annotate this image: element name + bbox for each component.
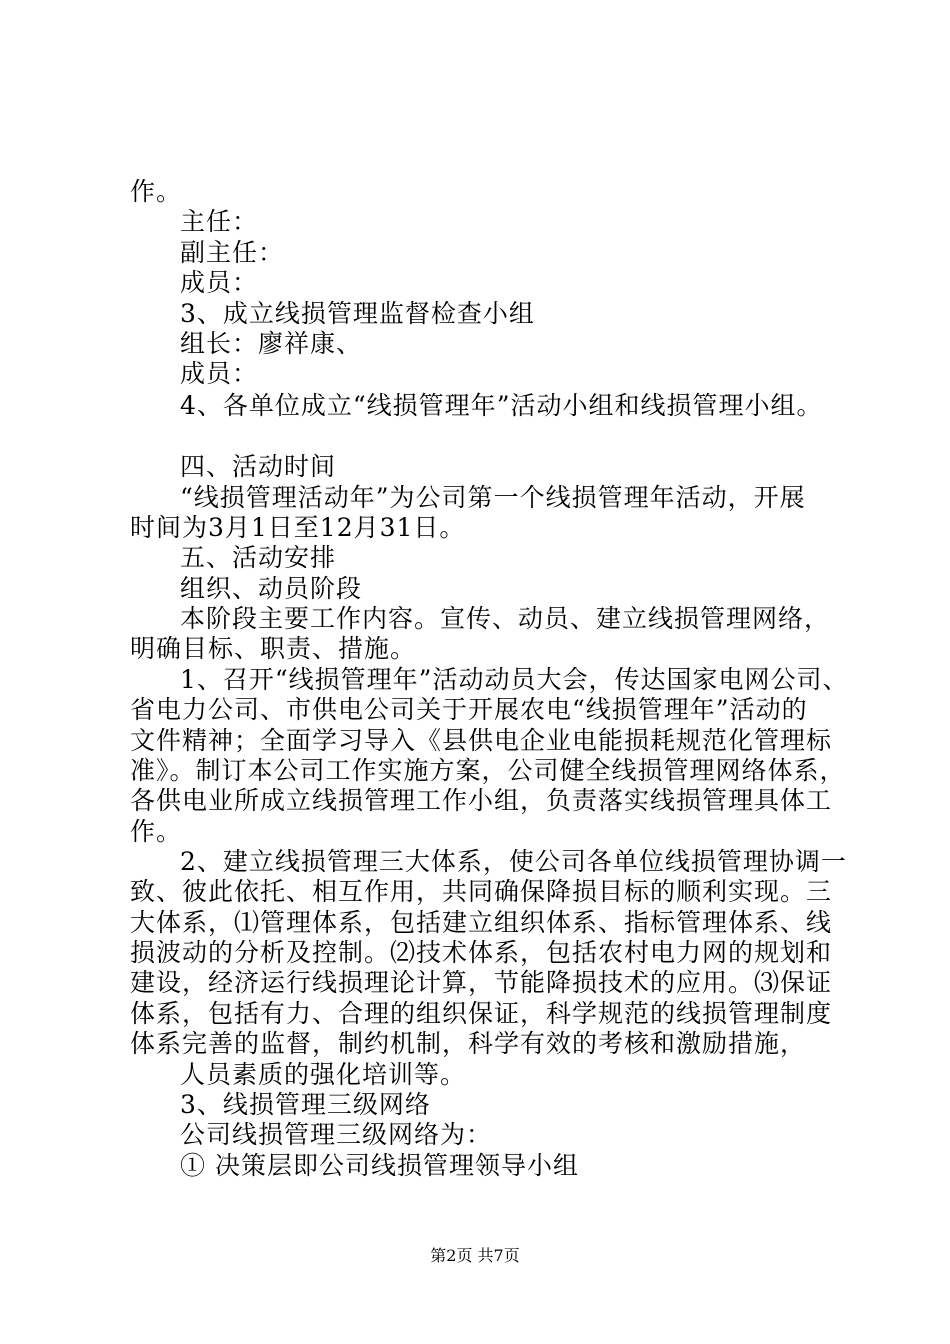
text-line: 各供电业所成立线损管理工作小组，负责落实线损管理具体工 <box>130 786 833 815</box>
text-line: 成员： <box>180 268 259 297</box>
text-line: 作。 <box>130 177 183 206</box>
text-line: 成员： <box>180 359 259 388</box>
text-line: 副主任： <box>180 238 285 267</box>
text-line: 文件精神；全面学习导入《县供电企业电能损耗规范化管理标 <box>130 726 833 755</box>
text-line: 人员素质的强化培训等。 <box>180 1060 467 1089</box>
text-line: 作。 <box>130 817 183 846</box>
text-line: 体系完善的监督，制约机制，科学有效的考核和激励措施， <box>130 1029 807 1058</box>
text-line: 本阶段主要工作内容。宣传、动员、建立线损管理网络， <box>180 604 831 633</box>
text-line: 体系，包括有力、合理的组织保证，科学规范的线损管理制度 <box>130 999 833 1028</box>
text-line: 公司线损管理三级网络为： <box>180 1120 493 1149</box>
text-line: 组长：廖祥康、 <box>180 329 363 358</box>
text-line: 损波动的分析及控制。⑵技术体系，包括农村电力网的规划和 <box>130 938 833 967</box>
text-line: 主任： <box>180 207 259 236</box>
section-heading: 四、活动时间 <box>180 452 337 481</box>
text-line: 3、线损管理三级网络 <box>180 1090 431 1119</box>
section-heading: 五、活动安排 <box>180 543 337 572</box>
text-line: 省电力公司、市供电公司关于开展农电“线损管理年”活动的 <box>130 695 808 724</box>
text-line: 组织、动员阶段 <box>180 574 363 603</box>
page-footer: 第2页 共7页 <box>430 1246 520 1265</box>
text-line: “线损管理活动年”为公司第一个线损管理年活动，开展 <box>180 483 806 512</box>
text-line: 致、彼此依托、相互作用，共同确保降损目标的顺利实现。三 <box>130 877 833 906</box>
text-line: ① 决策层即公司线损管理领导小组 <box>180 1151 579 1180</box>
text-line: 4、各单位成立“线损管理年”活动小组和线损管理小组。 <box>180 391 823 420</box>
text-line: 大体系，⑴管理体系，包括建立组织体系、指标管理体系、线 <box>130 908 833 937</box>
text-line: 1、召开“线损管理年”活动动员大会，传达国家电网公司、 <box>180 665 849 694</box>
text-line: 2、建立线损管理三大体系，使公司各单位线损管理协调一 <box>180 847 847 876</box>
text-line: 3、成立线损管理监督检查小组 <box>180 299 535 328</box>
text-line: 时间为3月1日至12月31日。 <box>130 513 466 542</box>
text-line: 建设，经济运行线损理论计算，节能降损技术的应用。⑶保证 <box>130 968 833 997</box>
text-line: 准》。制订本公司工作实施方案，公司健全线损管理网络体系， <box>130 756 846 785</box>
text-line: 明确目标、职责、措施。 <box>130 634 417 663</box>
